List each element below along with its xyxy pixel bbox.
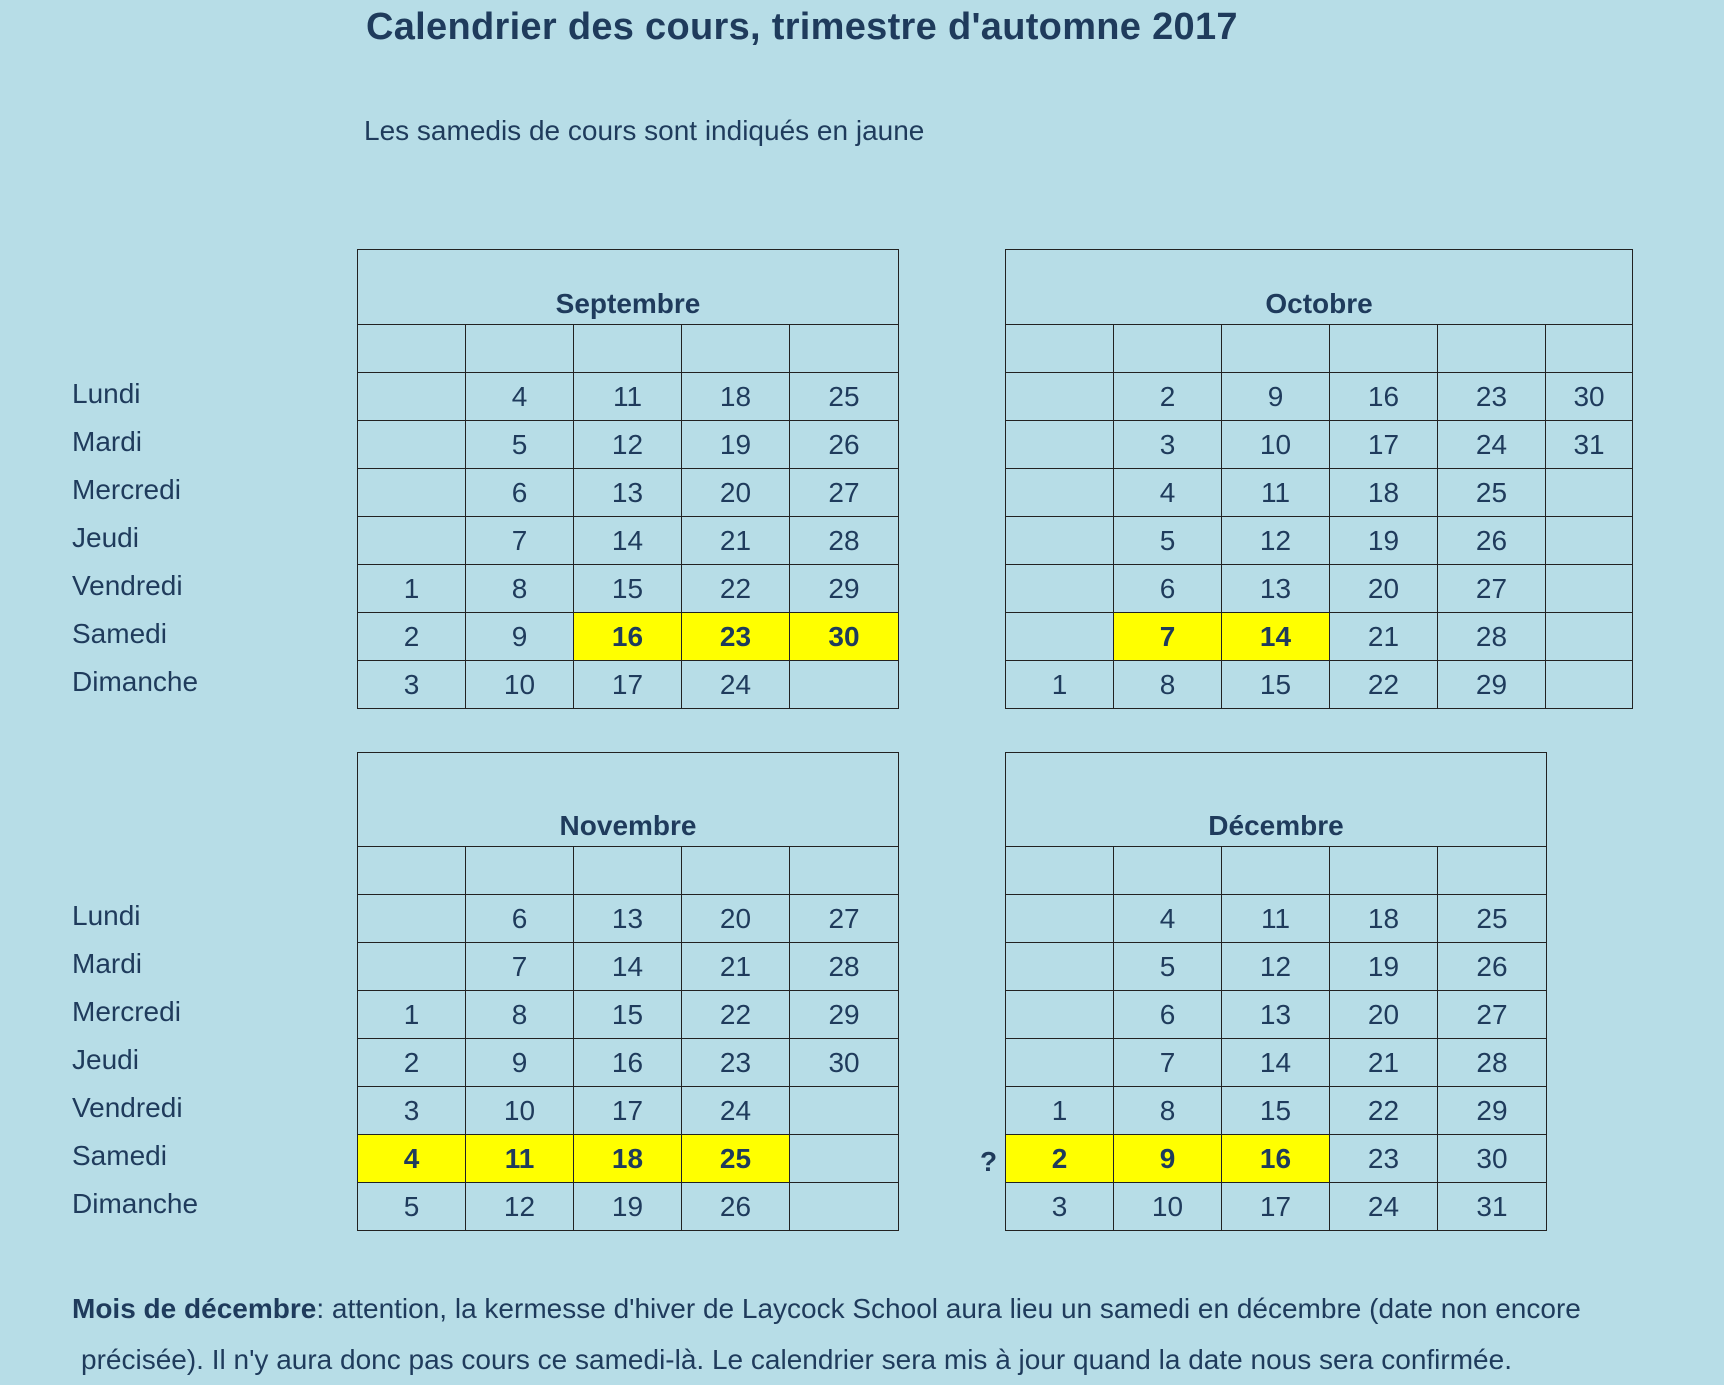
- day-cell: 29: [1438, 661, 1546, 709]
- empty-cell: [358, 517, 466, 565]
- calendar-month: [1005, 752, 1547, 1231]
- day-labels-top: [72, 370, 352, 706]
- day-cell: 9: [466, 1039, 574, 1087]
- day-cell: 5: [1114, 517, 1222, 565]
- empty-cell: [1006, 613, 1114, 661]
- day-cell: 5: [466, 421, 574, 469]
- class-saturday-cell: 16: [574, 613, 682, 661]
- day-cell: 26: [1438, 943, 1547, 991]
- day-cell: 15: [1222, 661, 1330, 709]
- december-note: [72, 1283, 1712, 1385]
- day-cell: 9: [466, 613, 574, 661]
- calendar-month: [357, 249, 899, 709]
- empty-cell: [1006, 991, 1114, 1039]
- day-cell: 12: [574, 421, 682, 469]
- day-cell: 14: [1222, 1039, 1330, 1087]
- day-cell: 28: [790, 517, 899, 565]
- day-cell: 7: [466, 517, 574, 565]
- empty-cell: [1006, 847, 1114, 895]
- class-saturday-cell: 30: [790, 613, 899, 661]
- day-cell: 14: [574, 517, 682, 565]
- empty-cell: [1006, 943, 1114, 991]
- day-cell: 15: [1222, 1087, 1330, 1135]
- day-cell: 26: [682, 1183, 790, 1231]
- empty-cell: [1222, 847, 1330, 895]
- empty-cell: [1546, 517, 1633, 565]
- day-cell: 3: [1006, 1183, 1114, 1231]
- day-cell: 3: [358, 661, 466, 709]
- day-cell: 24: [682, 661, 790, 709]
- day-cell: 26: [790, 421, 899, 469]
- day-cell: 2: [358, 1039, 466, 1087]
- month-title: Septembre: [358, 250, 899, 325]
- day-cell: 25: [1438, 469, 1546, 517]
- day-cell: 21: [1330, 1039, 1438, 1087]
- day-labels-bottom: [72, 892, 352, 1228]
- empty-cell: [1546, 661, 1633, 709]
- day-cell: 13: [1222, 565, 1330, 613]
- class-saturday-cell: 4: [358, 1135, 466, 1183]
- day-cell: 25: [790, 373, 899, 421]
- day-label: Jeudi: [72, 522, 139, 553]
- page-title: Calendrier des cours, trimestre d'automne 2017: [366, 6, 1238, 48]
- day-label: Mercredi: [72, 474, 181, 505]
- day-cell: 13: [574, 895, 682, 943]
- class-saturday-cell: 14: [1222, 613, 1330, 661]
- class-saturday-cell: 23: [682, 613, 790, 661]
- day-cell: 29: [1438, 1087, 1547, 1135]
- day-cell: 22: [1330, 1087, 1438, 1135]
- empty-cell: [1114, 847, 1222, 895]
- empty-cell: [358, 469, 466, 517]
- december-question-mark: ?: [980, 1146, 998, 1177]
- empty-cell: [466, 847, 574, 895]
- empty-cell: [1006, 1039, 1114, 1087]
- empty-cell: [1222, 325, 1330, 373]
- empty-cell: [790, 325, 899, 373]
- day-cell: 4: [466, 373, 574, 421]
- day-cell: 30: [1546, 373, 1633, 421]
- day-cell: 11: [574, 373, 682, 421]
- day-cell: 31: [1546, 421, 1633, 469]
- day-cell: 27: [1438, 565, 1546, 613]
- note-text-line2: précisée). Il n'y aura donc pas cours ce samedi-là. Le calendrier sera mis à jour quand la date nous sera confirmée.: [81, 1344, 1512, 1375]
- day-label: Mardi: [72, 948, 143, 979]
- empty-cell: [1438, 847, 1547, 895]
- day-label: Lundi: [72, 900, 141, 931]
- day-cell: 24: [682, 1087, 790, 1135]
- day-cell: 13: [1222, 991, 1330, 1039]
- day-cell: 17: [574, 661, 682, 709]
- class-saturday-cell: 18: [574, 1135, 682, 1183]
- day-cell: 11: [1222, 895, 1330, 943]
- day-cell: 3: [1114, 421, 1222, 469]
- class-saturday-cell: 16: [1222, 1135, 1330, 1183]
- day-cell: 3: [358, 1087, 466, 1135]
- day-cell: 27: [790, 469, 899, 517]
- day-label: Vendredi: [72, 1092, 183, 1123]
- day-cell: 8: [466, 991, 574, 1039]
- day-label: Vendredi: [72, 570, 183, 601]
- day-cell: 15: [574, 991, 682, 1039]
- day-cell: 27: [1438, 991, 1547, 1039]
- day-cell: 24: [1330, 1183, 1438, 1231]
- day-cell: 4: [1114, 469, 1222, 517]
- calendar-month: [1005, 249, 1633, 709]
- day-label: Mercredi: [72, 996, 181, 1027]
- day-label: Samedi: [72, 618, 167, 649]
- day-cell: 16: [574, 1039, 682, 1087]
- empty-cell: [790, 1183, 899, 1231]
- empty-cell: [1006, 517, 1114, 565]
- day-cell: 10: [1222, 421, 1330, 469]
- note-text-line1: : attention, la kermesse d'hiver de Laycock School aura lieu un samedi en décembre (date non encore: [316, 1293, 1581, 1324]
- day-cell: 7: [466, 943, 574, 991]
- day-cell: 16: [1330, 373, 1438, 421]
- day-cell: 21: [682, 517, 790, 565]
- empty-cell: [1546, 469, 1633, 517]
- empty-cell: [1330, 325, 1438, 373]
- day-cell: 30: [1438, 1135, 1547, 1183]
- empty-cell: [358, 325, 466, 373]
- day-cell: 11: [1222, 469, 1330, 517]
- day-cell: 20: [1330, 565, 1438, 613]
- day-cell: 8: [466, 565, 574, 613]
- day-cell: 20: [682, 469, 790, 517]
- empty-cell: [1006, 469, 1114, 517]
- day-label: Dimanche: [72, 666, 199, 697]
- day-cell: 30: [790, 1039, 899, 1087]
- empty-cell: [574, 847, 682, 895]
- day-cell: 5: [358, 1183, 466, 1231]
- empty-cell: [1546, 325, 1633, 373]
- day-cell: 15: [574, 565, 682, 613]
- day-cell: 26: [1438, 517, 1546, 565]
- legend-note: Les samedis de cours sont indiqués en jaune: [364, 115, 925, 146]
- empty-cell: [1006, 325, 1114, 373]
- day-cell: 10: [1114, 1183, 1222, 1231]
- day-cell: 7: [1114, 1039, 1222, 1087]
- empty-cell: [1006, 565, 1114, 613]
- day-cell: 21: [682, 943, 790, 991]
- empty-cell: [358, 847, 466, 895]
- day-label: Samedi: [72, 1140, 167, 1171]
- calendar-month: [357, 752, 899, 1231]
- empty-cell: [1006, 373, 1114, 421]
- day-cell: 5: [1114, 943, 1222, 991]
- empty-cell: [1006, 421, 1114, 469]
- empty-cell: [358, 421, 466, 469]
- day-cell: 25: [1438, 895, 1547, 943]
- empty-cell: [358, 943, 466, 991]
- empty-cell: [358, 895, 466, 943]
- day-cell: 17: [574, 1087, 682, 1135]
- empty-cell: [1330, 847, 1438, 895]
- day-cell: 29: [790, 565, 899, 613]
- day-cell: 8: [1114, 1087, 1222, 1135]
- class-saturday-cell: 9: [1114, 1135, 1222, 1183]
- day-cell: 20: [1330, 991, 1438, 1039]
- class-saturday-cell: 2: [1006, 1135, 1114, 1183]
- day-cell: 23: [1330, 1135, 1438, 1183]
- day-cell: 17: [1222, 1183, 1330, 1231]
- day-cell: 19: [682, 421, 790, 469]
- month-title: Décembre: [1006, 753, 1547, 847]
- day-cell: 22: [682, 991, 790, 1039]
- empty-cell: [1006, 895, 1114, 943]
- day-cell: 18: [1330, 469, 1438, 517]
- day-cell: 28: [1438, 1039, 1547, 1087]
- empty-cell: [1114, 325, 1222, 373]
- empty-cell: [466, 325, 574, 373]
- day-label: Jeudi: [72, 1044, 139, 1075]
- day-cell: 31: [1438, 1183, 1547, 1231]
- empty-cell: [790, 1087, 899, 1135]
- day-cell: 28: [790, 943, 899, 991]
- day-cell: 12: [1222, 517, 1330, 565]
- month-title: Octobre: [1006, 250, 1633, 325]
- day-cell: 4: [1114, 895, 1222, 943]
- day-cell: 13: [574, 469, 682, 517]
- day-cell: 17: [1330, 421, 1438, 469]
- day-cell: 10: [466, 1087, 574, 1135]
- class-saturday-cell: 25: [682, 1135, 790, 1183]
- day-cell: 29: [790, 991, 899, 1039]
- day-cell: 6: [1114, 991, 1222, 1039]
- day-cell: 6: [466, 469, 574, 517]
- day-cell: 21: [1330, 613, 1438, 661]
- empty-cell: [1438, 325, 1546, 373]
- day-cell: 14: [574, 943, 682, 991]
- day-label: Dimanche: [72, 1188, 199, 1219]
- day-cell: 6: [466, 895, 574, 943]
- empty-cell: [790, 1135, 899, 1183]
- day-cell: 23: [1438, 373, 1546, 421]
- empty-cell: [682, 325, 790, 373]
- empty-cell: [682, 847, 790, 895]
- day-cell: 9: [1222, 373, 1330, 421]
- day-cell: 2: [358, 613, 466, 661]
- empty-cell: [574, 325, 682, 373]
- day-cell: 1: [358, 991, 466, 1039]
- day-cell: 1: [358, 565, 466, 613]
- day-cell: 2: [1114, 373, 1222, 421]
- day-cell: 22: [1330, 661, 1438, 709]
- day-cell: 19: [1330, 943, 1438, 991]
- class-saturday-cell: 7: [1114, 613, 1222, 661]
- day-cell: 8: [1114, 661, 1222, 709]
- empty-cell: [790, 661, 899, 709]
- day-cell: 27: [790, 895, 899, 943]
- month-title: Novembre: [358, 753, 899, 847]
- day-cell: 6: [1114, 565, 1222, 613]
- day-cell: 23: [682, 1039, 790, 1087]
- day-cell: 10: [466, 661, 574, 709]
- class-saturday-cell: 11: [466, 1135, 574, 1183]
- day-cell: 19: [1330, 517, 1438, 565]
- day-cell: 12: [1222, 943, 1330, 991]
- day-cell: 18: [1330, 895, 1438, 943]
- note-label: Mois de décembre: [72, 1293, 317, 1324]
- empty-cell: [1546, 613, 1633, 661]
- day-cell: 12: [466, 1183, 574, 1231]
- day-cell: 20: [682, 895, 790, 943]
- day-label: Mardi: [72, 426, 143, 457]
- day-cell: 28: [1438, 613, 1546, 661]
- day-cell: 1: [1006, 661, 1114, 709]
- empty-cell: [358, 373, 466, 421]
- day-cell: 18: [682, 373, 790, 421]
- day-cell: 19: [574, 1183, 682, 1231]
- day-label: Lundi: [72, 378, 141, 409]
- empty-cell: [790, 847, 899, 895]
- day-cell: 24: [1438, 421, 1546, 469]
- day-cell: 1: [1006, 1087, 1114, 1135]
- day-cell: 22: [682, 565, 790, 613]
- empty-cell: [1546, 565, 1633, 613]
